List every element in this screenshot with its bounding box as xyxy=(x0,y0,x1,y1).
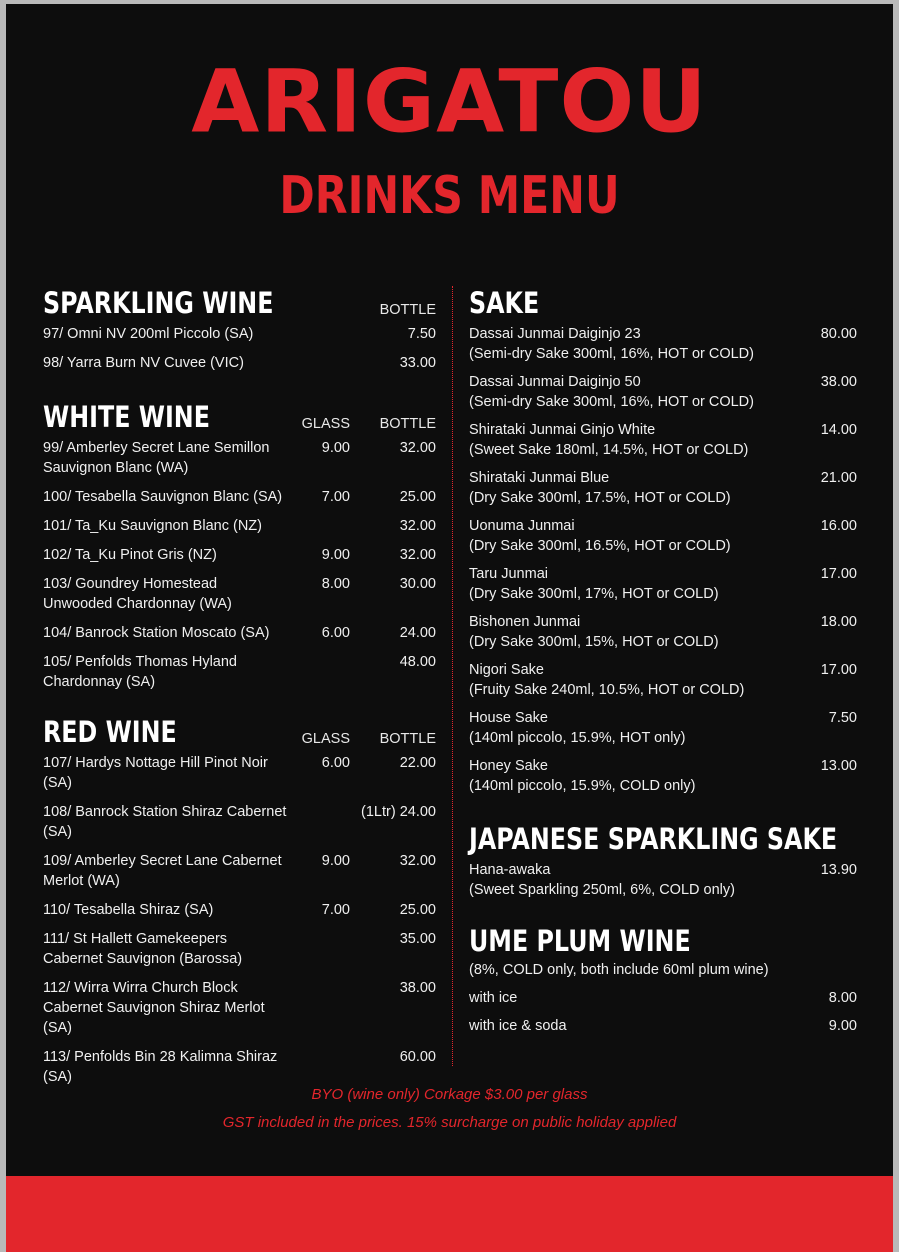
item-description: (Fruity Sake 240ml, 10.5%, HOT or COLD) xyxy=(469,682,745,698)
item-price: 17.00 xyxy=(820,566,857,582)
item-name: 99/ Amberley Secret Lane Semillon Sauvignon Blanc (WA) xyxy=(43,440,270,476)
item-description: (Semi-dry Sake 300ml, 16%, HOT or COLD) xyxy=(469,346,754,362)
white-wine-header xyxy=(43,396,436,434)
menu-page xyxy=(6,4,893,1252)
item-description: (Dry Sake 300ml, 15%, HOT or COLD) xyxy=(469,634,719,650)
bottle-price: 24.00 xyxy=(399,625,436,641)
item-name: with ice xyxy=(469,990,518,1006)
japanese-sparkling-sake-header xyxy=(469,818,857,856)
menu-item xyxy=(469,708,857,748)
section-title: SPARKLING WINE xyxy=(43,286,274,320)
item-name: 97/ Omni NV 200ml Piccolo (SA) xyxy=(43,326,254,342)
sake-list xyxy=(469,324,857,796)
item-name: 101/ Ta_Ku Sauvignon Blanc (NZ) xyxy=(43,518,262,534)
item-name: 111/ St Hallett Gamekeepers Cabernet Sauvignon (Barossa) xyxy=(43,931,243,967)
section-title: WHITE WINE xyxy=(43,400,210,434)
item-name: Shirataki Junmai Blue xyxy=(469,470,610,486)
item-name: 100/ Tesabella Sauvignon Blanc (SA) xyxy=(43,489,283,505)
item-description: (Sweet Sparkling 250ml, 6%, COLD only) xyxy=(469,882,735,898)
bottle-price: 32.00 xyxy=(399,547,436,563)
item-description: (140ml piccolo, 15.9%, HOT only) xyxy=(469,730,686,746)
menu-item xyxy=(43,353,436,373)
item-description: (Dry Sake 300ml, 17%, HOT or COLD) xyxy=(469,586,719,602)
item-description: (Semi-dry Sake 300ml, 16%, HOT or COLD) xyxy=(469,394,754,410)
item-price: 13.90 xyxy=(820,862,857,878)
item-price: 21.00 xyxy=(820,470,857,486)
bottle-price: 48.00 xyxy=(399,654,436,670)
bottle-price: 30.00 xyxy=(399,576,436,592)
white-wine-list xyxy=(43,438,436,692)
glass-price: 7.00 xyxy=(321,902,350,918)
item-price: 9.00 xyxy=(828,1018,857,1034)
bottle-price: 32.00 xyxy=(399,518,436,534)
item-name: 108/ Banrock Station Shiraz Cabernet (SA) xyxy=(43,804,287,840)
bottle-price: 32.00 xyxy=(399,853,436,869)
item-price: 38.00 xyxy=(820,374,857,390)
menu-item xyxy=(469,564,857,604)
menu-item xyxy=(469,1016,857,1036)
item-name: Honey Sake xyxy=(469,758,548,774)
menu-item xyxy=(469,988,857,1008)
menu-item xyxy=(43,487,436,507)
bottle-price: 60.00 xyxy=(399,1049,436,1065)
menu-item xyxy=(43,978,436,1038)
item-description: (Sweet Sake 180ml, 14.5%, HOT or COLD) xyxy=(469,442,749,458)
item-name: 110/ Tesabella Shiraz (SA) xyxy=(43,902,214,918)
glass-price: 6.00 xyxy=(321,625,350,641)
menu-item xyxy=(43,753,436,793)
item-name: with ice & soda xyxy=(469,1018,567,1034)
menu-item xyxy=(43,516,436,536)
item-name: Dassai Junmai Daiginjo 50 xyxy=(469,374,641,390)
item-name: 109/ Amberley Secret Lane Cabernet Merlot (WA) xyxy=(43,853,282,889)
glass-label: GLASS xyxy=(301,416,350,432)
bottle-price: 38.00 xyxy=(399,980,436,996)
menu-item xyxy=(469,468,857,508)
bottle-price: (1Ltr) 24.00 xyxy=(361,804,436,820)
section-title: JAPANESE SPARKLING SAKE xyxy=(469,822,838,856)
menu-item xyxy=(43,900,436,920)
item-price: 7.50 xyxy=(828,710,857,726)
glass-price: 9.00 xyxy=(321,547,350,563)
glass-price: 6.00 xyxy=(321,755,350,771)
item-name: 98/ Yarra Burn NV Cuvee (VIC) xyxy=(43,355,244,371)
sake-header xyxy=(469,282,857,320)
section-title: RED WINE xyxy=(43,715,177,749)
page-title: DRINKS MENU xyxy=(279,166,620,226)
left-column xyxy=(43,282,436,1096)
ume-list xyxy=(469,988,857,1036)
menu-item xyxy=(469,324,857,364)
bottle-price: 22.00 xyxy=(399,755,436,771)
bottle-price: 25.00 xyxy=(399,902,436,918)
gst-note: GST included in the prices. 15% surcharge on public holiday applied xyxy=(222,1114,677,1131)
column-divider xyxy=(452,286,453,1066)
right-column xyxy=(469,282,857,1044)
item-price: 13.00 xyxy=(820,758,857,774)
item-name: House Sake xyxy=(469,710,548,726)
item-name: 104/ Banrock Station Moscato (SA) xyxy=(43,625,270,641)
glass-price: 8.00 xyxy=(321,576,350,592)
glass-price: 9.00 xyxy=(321,440,350,456)
item-name: 102/ Ta_Ku Pinot Gris (NZ) xyxy=(43,547,217,563)
ume-note: (8%, COLD only, both include 60ml plum wine) xyxy=(469,962,769,978)
menu-item xyxy=(43,324,436,344)
red-wine-list xyxy=(43,753,436,1087)
item-name: Nigori Sake xyxy=(469,662,544,678)
item-price: 16.00 xyxy=(820,518,857,534)
red-wine-header xyxy=(43,711,436,749)
menu-item xyxy=(43,802,436,842)
item-price: 17.00 xyxy=(820,662,857,678)
item-name: Dassai Junmai Daiginjo 23 xyxy=(469,326,641,342)
menu-item xyxy=(43,652,436,692)
sparkling-sake-list xyxy=(469,860,857,900)
menu-item xyxy=(43,438,436,478)
item-price: 80.00 xyxy=(820,326,857,342)
item-name: 105/ Penfolds Thomas Hyland Chardonnay (SA) xyxy=(43,654,237,690)
item-price: 18.00 xyxy=(820,614,857,630)
item-name: Shirataki Junmai Ginjo White xyxy=(469,422,656,438)
item-price: 8.00 xyxy=(828,990,857,1006)
menu-item xyxy=(43,1047,436,1087)
bottle-price: 25.00 xyxy=(399,489,436,505)
item-description: (Dry Sake 300ml, 17.5%, HOT or COLD) xyxy=(469,490,731,506)
menu-item xyxy=(469,612,857,652)
bottle-price: 33.00 xyxy=(399,355,436,371)
item-name: 103/ Goundrey Homestead Unwooded Chardonnay (WA) xyxy=(43,576,232,612)
sparkling-wine-header xyxy=(43,282,436,320)
menu-item xyxy=(469,756,857,796)
footer-bar xyxy=(6,1176,893,1252)
menu-item xyxy=(469,516,857,556)
glass-price: 7.00 xyxy=(321,489,350,505)
bottle-label: BOTTLE xyxy=(379,731,436,747)
menu-item xyxy=(469,660,857,700)
brand-logo: ARIGATOU xyxy=(191,51,708,152)
corkage-note: BYO (wine only) Corkage $3.00 per glass xyxy=(311,1086,588,1103)
bottle-price: 7.50 xyxy=(407,326,436,342)
bottle-label: BOTTLE xyxy=(379,416,436,432)
section-title: SAKE xyxy=(469,286,540,320)
menu-item xyxy=(43,623,436,643)
menu-item xyxy=(469,860,857,900)
menu-item xyxy=(43,545,436,565)
menu-item xyxy=(43,929,436,969)
sparkling-wine-list xyxy=(43,324,436,373)
item-name: 112/ Wirra Wirra Church Block Cabernet Sauvignon Shiraz Merlot (SA) xyxy=(43,980,265,1036)
item-name: 107/ Hardys Nottage Hill Pinot Noir (SA) xyxy=(43,755,268,791)
menu-item xyxy=(469,372,857,412)
bottle-label: BOTTLE xyxy=(379,302,436,318)
item-description: (Dry Sake 300ml, 16.5%, HOT or COLD) xyxy=(469,538,731,554)
section-title: UME PLUM WINE xyxy=(469,924,691,958)
menu-item xyxy=(43,574,436,614)
menu-item xyxy=(43,851,436,891)
menu-item xyxy=(469,420,857,460)
ume-plum-wine-header xyxy=(469,920,857,958)
item-name: Bishonen Junmai xyxy=(469,614,581,630)
item-name: 113/ Penfolds Bin 28 Kalimna Shiraz (SA) xyxy=(43,1049,278,1085)
item-name: Taru Junmai xyxy=(469,566,548,582)
bottle-price: 32.00 xyxy=(399,440,436,456)
glass-label: GLASS xyxy=(301,731,350,747)
item-price: 14.00 xyxy=(820,422,857,438)
item-name: Hana-awaka xyxy=(469,862,551,878)
item-description: (140ml piccolo, 15.9%, COLD only) xyxy=(469,778,696,794)
bottle-price: 35.00 xyxy=(399,931,436,947)
item-name: Uonuma Junmai xyxy=(469,518,575,534)
glass-price: 9.00 xyxy=(321,853,350,869)
